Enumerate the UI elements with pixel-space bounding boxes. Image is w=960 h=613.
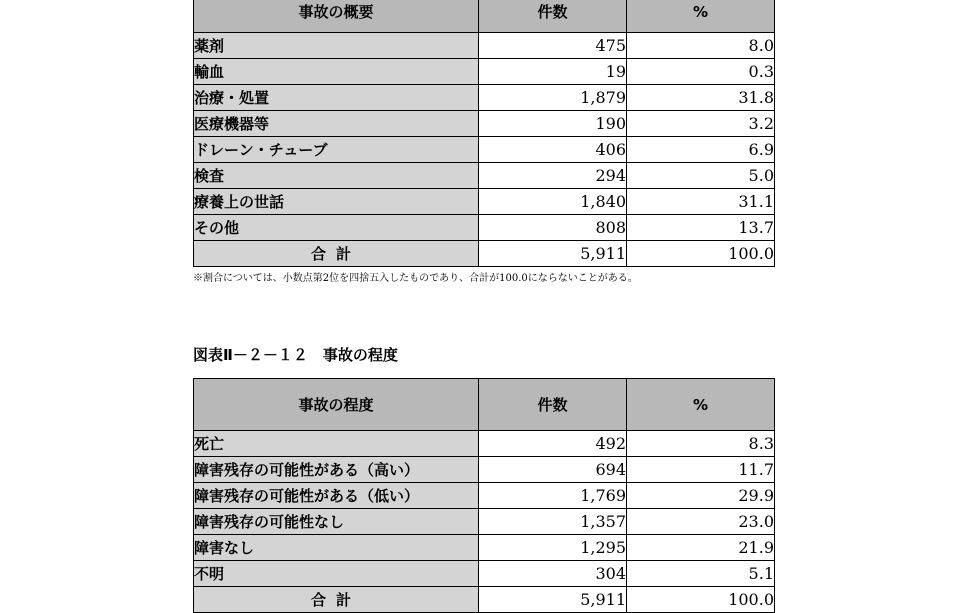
row-percent: 23.0 — [627, 509, 775, 535]
footnote: ※割合については、小数点第2位を四捨五入したものであり、合計が100.0にならないことがある。 — [193, 273, 638, 284]
row-count: 492 — [479, 431, 627, 457]
row-percent: 5.0 — [627, 163, 775, 189]
row-label: 障害残存の可能性なし — [194, 509, 479, 535]
total-label: 合計 — [194, 241, 479, 267]
row-count: 1,295 — [479, 535, 627, 561]
row-percent: 0.3 — [627, 59, 775, 85]
table-row — [194, 535, 775, 561]
total-percent: 100.0 — [627, 241, 775, 267]
table-row — [194, 457, 775, 483]
total-count: 5,911 — [479, 587, 627, 613]
row-count: 694 — [479, 457, 627, 483]
row-percent: 8.0 — [627, 33, 775, 59]
table-row — [194, 111, 775, 137]
row-label: 死亡 — [194, 431, 479, 457]
row-percent: 21.9 — [627, 535, 775, 561]
row-percent: 29.9 — [627, 483, 775, 509]
row-label: 障害残存の可能性がある（低い） — [194, 483, 479, 509]
incident-summary-table — [193, 0, 775, 267]
total-label: 合計 — [194, 587, 479, 613]
table-row — [194, 483, 775, 509]
row-percent: 3.2 — [627, 111, 775, 137]
row-label: 不明 — [194, 561, 479, 587]
row-count: 808 — [479, 215, 627, 241]
row-label: 療養上の世話 — [194, 189, 479, 215]
row-count: 294 — [479, 163, 627, 189]
row-percent: 13.7 — [627, 215, 775, 241]
table-row — [194, 215, 775, 241]
table-row — [194, 85, 775, 111]
row-label: 薬剤 — [194, 33, 479, 59]
row-count: 1,357 — [479, 509, 627, 535]
row-label: 治療・処置 — [194, 85, 479, 111]
row-count: 304 — [479, 561, 627, 587]
row-percent: 5.1 — [627, 561, 775, 587]
table-row — [194, 137, 775, 163]
table-row — [194, 431, 775, 457]
table-row — [194, 163, 775, 189]
row-count: 1,840 — [479, 189, 627, 215]
row-percent: 31.8 — [627, 85, 775, 111]
column-header-percent: % — [627, 379, 775, 431]
row-label: 医療機器等 — [194, 111, 479, 137]
total-percent: 100.0 — [627, 587, 775, 613]
row-label: その他 — [194, 215, 479, 241]
column-header-percent: % — [627, 0, 775, 33]
total-row — [194, 241, 775, 267]
row-count: 406 — [479, 137, 627, 163]
table-caption: 図表Ⅱ－２－１２ 事故の程度 — [193, 346, 398, 364]
table-row — [194, 33, 775, 59]
table-header-row — [194, 0, 775, 33]
row-percent: 8.3 — [627, 431, 775, 457]
table-row — [194, 561, 775, 587]
row-count: 475 — [479, 33, 627, 59]
table-header-row — [194, 379, 775, 431]
total-count: 5,911 — [479, 241, 627, 267]
column-header-category: 事故の概要 — [194, 0, 479, 33]
row-label: 障害なし — [194, 535, 479, 561]
row-label: 障害残存の可能性がある（高い） — [194, 457, 479, 483]
column-header-severity: 事故の程度 — [194, 379, 479, 431]
row-label: 輸血 — [194, 59, 479, 85]
row-count: 1,879 — [479, 85, 627, 111]
row-percent: 11.7 — [627, 457, 775, 483]
table-row — [194, 189, 775, 215]
row-label: 検査 — [194, 163, 479, 189]
row-percent: 6.9 — [627, 137, 775, 163]
column-header-count: 件数 — [479, 379, 627, 431]
incident-severity-table — [193, 378, 775, 613]
row-count: 19 — [479, 59, 627, 85]
column-header-count: 件数 — [479, 0, 627, 33]
table-row — [194, 59, 775, 85]
row-count: 190 — [479, 111, 627, 137]
row-percent: 31.1 — [627, 189, 775, 215]
table-row — [194, 509, 775, 535]
row-count: 1,769 — [479, 483, 627, 509]
row-label: ドレーン・チューブ — [194, 137, 479, 163]
